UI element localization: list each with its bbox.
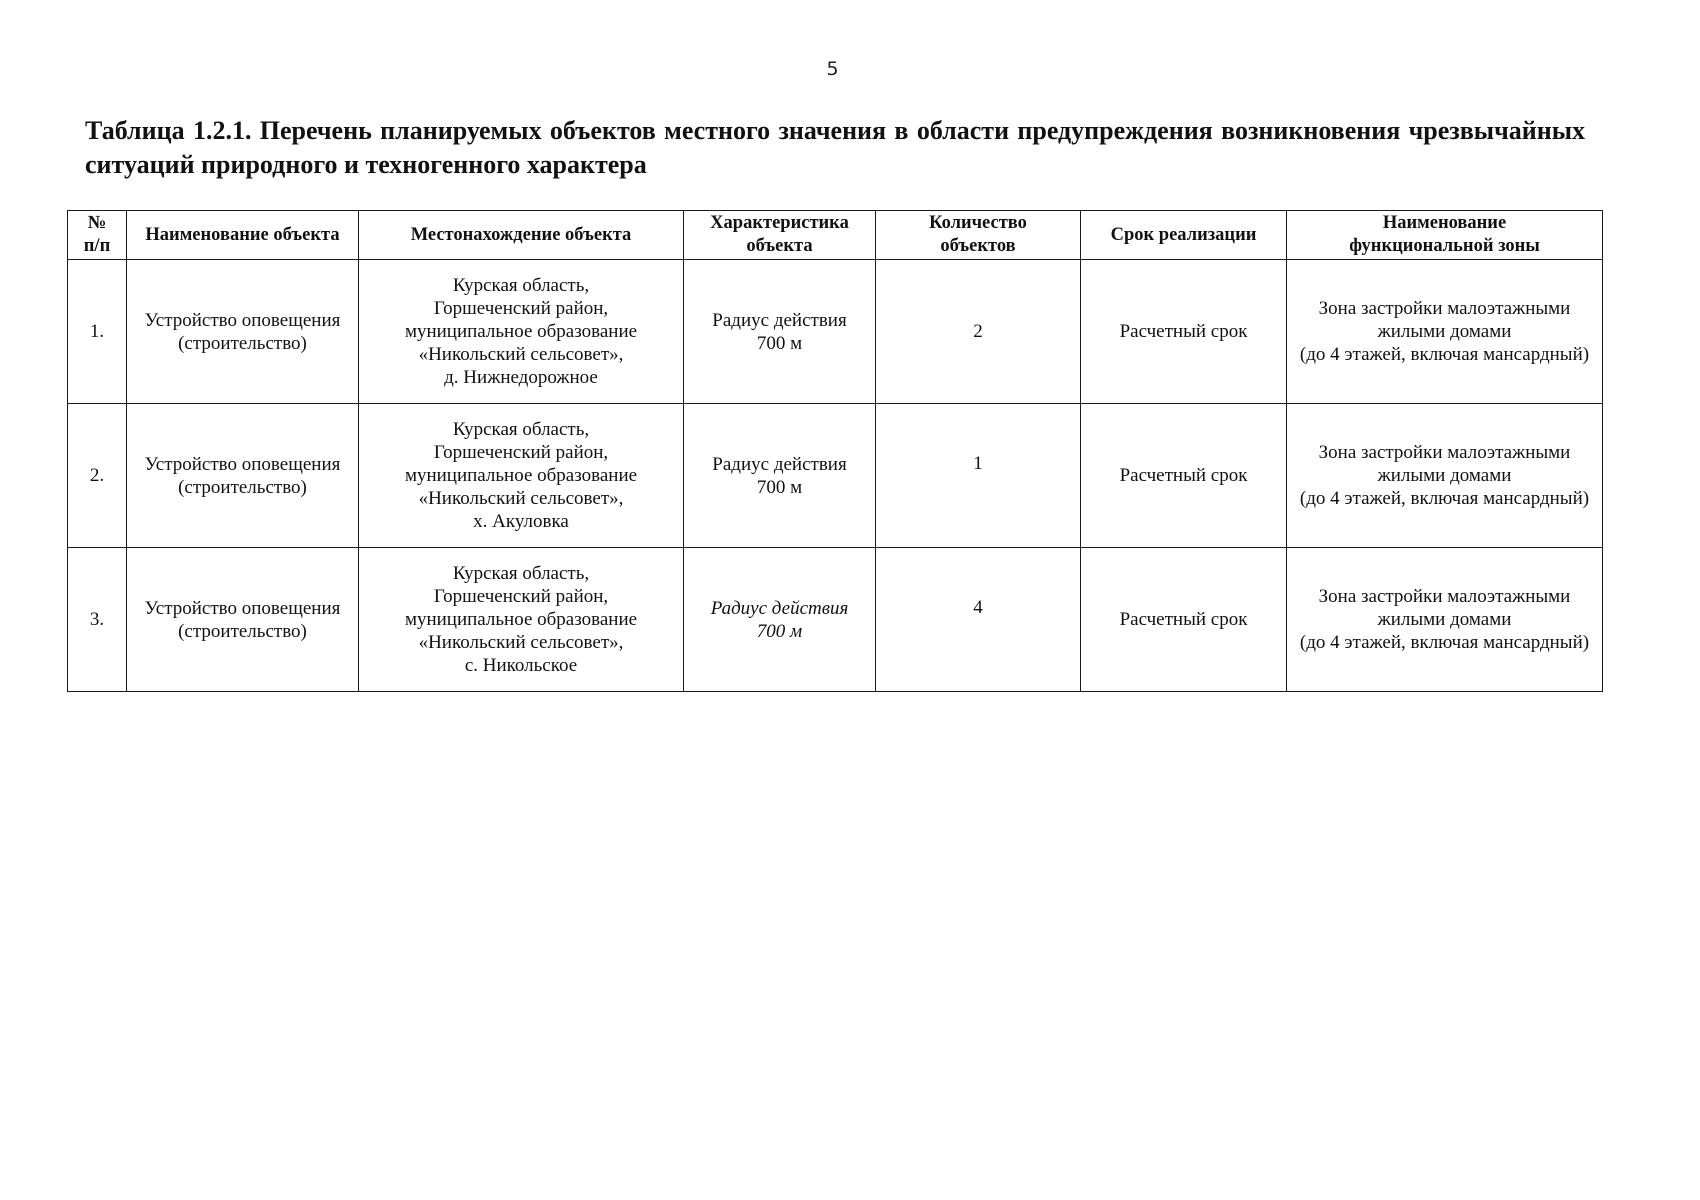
- location-line: Курская область,: [452, 419, 590, 440]
- location-cell: [359, 260, 684, 404]
- characteristic-cell: [684, 260, 876, 404]
- location-line: с. Никольское: [464, 655, 578, 676]
- term-cell: Расчетный срок: [1081, 548, 1287, 692]
- table-title: Таблица 1.2.1. Перечень планируемых объектов местного значения в области предупреждения возникновения чрезвычайных ситуаций природного и техногенного характера: [85, 116, 1585, 179]
- header-term-line: Срок реализации: [1110, 224, 1257, 245]
- header-location: [359, 211, 684, 260]
- object-name-cell: [127, 548, 359, 692]
- zone-line: Зона застройки малоэтажными: [1318, 586, 1571, 607]
- header-object-name-line: Наименование объекта: [145, 224, 340, 245]
- header-count-line-2: объектов: [940, 236, 1016, 256]
- characteristic-line: Радиус действия: [710, 597, 849, 619]
- location-line: муниципальное образование: [404, 465, 638, 486]
- zone-line: (до 4 этажей, включая мансардный): [1299, 632, 1590, 653]
- table-row: [68, 404, 1603, 548]
- location-line: Горшеченский район,: [433, 298, 609, 319]
- characteristic-cell: [684, 548, 876, 692]
- location-line: «Никольский сельсовет»,: [418, 488, 624, 509]
- header-term: [1081, 211, 1287, 260]
- zone-line: (до 4 этажей, включая мансардный): [1299, 344, 1590, 365]
- characteristic-line: 700 м: [756, 476, 803, 498]
- header-number: [68, 211, 127, 260]
- header-characteristic-line-1: Характеристика: [710, 213, 849, 233]
- zone-line: (до 4 этажей, включая мансардный): [1299, 488, 1590, 509]
- row-number: 3.: [68, 548, 127, 692]
- table-header-row: [68, 211, 1603, 260]
- zone-cell: [1287, 404, 1603, 548]
- characteristic-line: Радиус действия: [712, 309, 847, 331]
- object-name-cell: [127, 404, 359, 548]
- page-number: 5: [826, 58, 839, 80]
- object-name-line: (строительство): [178, 332, 307, 354]
- zone-line: жилыми домами: [1377, 321, 1512, 342]
- zone-line: Зона застройки малоэтажными: [1318, 442, 1571, 463]
- header-count-line-1: Количество: [929, 213, 1027, 233]
- count-cell: [876, 404, 1081, 548]
- location-line: Курская область,: [452, 275, 590, 296]
- characteristic-cell: [684, 404, 876, 548]
- object-name-line: (строительство): [178, 476, 307, 498]
- location-line: Горшеченский район,: [433, 586, 609, 607]
- header-characteristic-line-2: объекта: [746, 236, 813, 256]
- header-object-name: [127, 211, 359, 260]
- count-value: 4: [973, 596, 983, 618]
- object-name-line: Устройство оповещения: [144, 309, 341, 331]
- characteristic-line: 700 м: [756, 620, 803, 642]
- location-cell: [359, 404, 684, 548]
- header-characteristic: [684, 211, 876, 260]
- header-number-line-2: п/п: [83, 236, 111, 256]
- location-line: д. Нижнедорожное: [444, 367, 598, 388]
- location-line: муниципальное образование: [404, 321, 638, 342]
- object-name-cell: [127, 260, 359, 404]
- object-name-line: Устройство оповещения: [144, 453, 341, 475]
- header-location-line: Местонахождение объекта: [410, 224, 632, 245]
- zone-line: жилыми домами: [1377, 609, 1512, 630]
- table-row: [68, 260, 1603, 404]
- row-number: 2.: [68, 404, 127, 548]
- count-cell: 2: [876, 260, 1081, 404]
- location-line: Курская область,: [452, 563, 590, 584]
- location-cell: [359, 548, 684, 692]
- header-count: [876, 211, 1081, 260]
- location-line: х. Акуловка: [473, 511, 569, 532]
- characteristic-line: 700 м: [756, 332, 803, 354]
- table-row: [68, 548, 1603, 692]
- location-line: «Никольский сельсовет»,: [418, 632, 624, 653]
- term-cell: Расчетный срок: [1081, 404, 1287, 548]
- zone-line: жилыми домами: [1377, 465, 1512, 486]
- location-line: муниципальное образование: [404, 609, 638, 630]
- location-line: Горшеченский район,: [433, 442, 609, 463]
- zone-line: Зона застройки малоэтажными: [1318, 298, 1571, 319]
- zone-cell: [1287, 260, 1603, 404]
- object-name-line: Устройство оповещения: [144, 597, 341, 619]
- header-zone-line-1: Наименование: [1382, 213, 1507, 233]
- object-name-line: (строительство): [178, 620, 307, 642]
- row-number: 1.: [68, 260, 127, 404]
- location-line: «Никольский сельсовет»,: [418, 344, 624, 365]
- header-number-line-1: №: [87, 213, 107, 233]
- count-value: 1: [973, 452, 983, 474]
- term-cell: Расчетный срок: [1081, 260, 1287, 404]
- header-zone-line-2: функциональной зоны: [1349, 236, 1540, 256]
- zone-cell: [1287, 548, 1603, 692]
- header-zone: [1287, 211, 1603, 260]
- planned-objects-table: [67, 210, 1603, 692]
- count-cell: [876, 548, 1081, 692]
- characteristic-line: Радиус действия: [712, 453, 847, 475]
